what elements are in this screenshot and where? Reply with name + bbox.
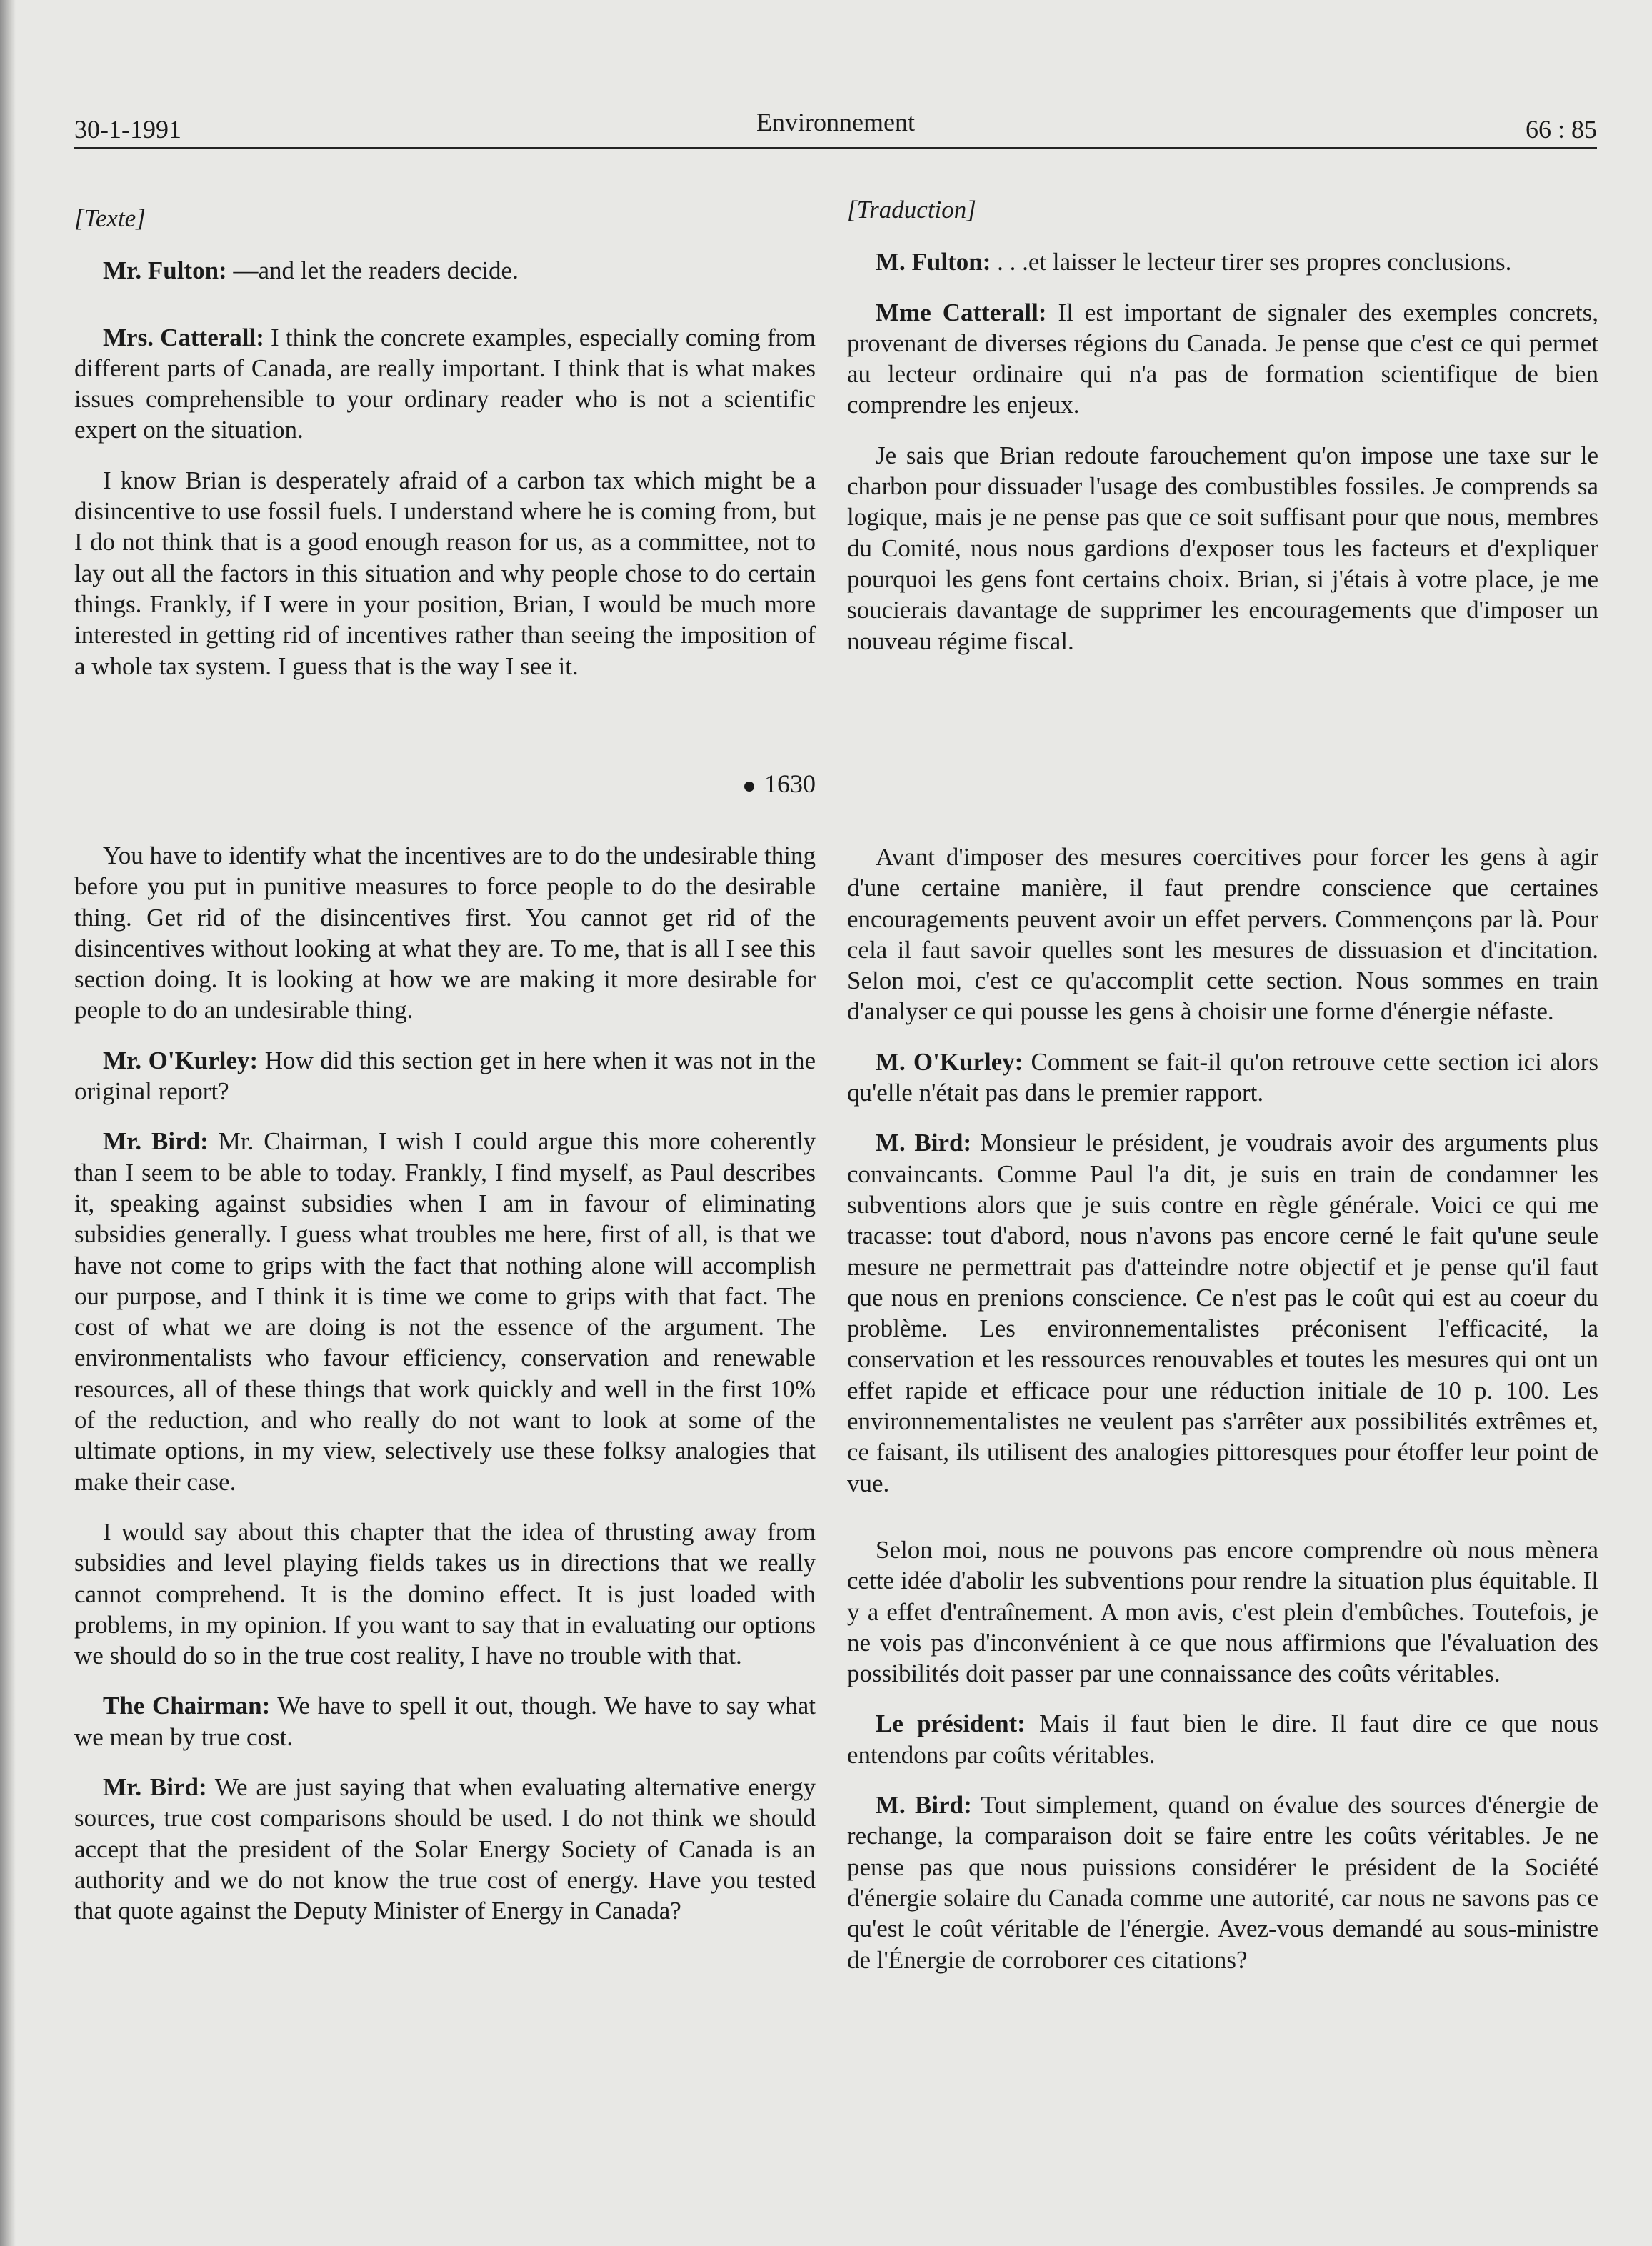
right-paragraph [847, 1790, 1598, 1975]
right-heading-text: Traduction [856, 196, 967, 224]
right-column-top [847, 194, 1598, 657]
paragraph-text: I know Brian is desperately afraid of a carbon tax which might be a disincentive to use fossil fuels. I understand where he is coming from, but I do not think that is a good enough reason for us, as a committee, not to lay out all the factors in this situation and why people chose to do certain things. Frankly, if I were in your position, Brian, I would be much more interested in getting rid of incentives rather than seeing the imposition of a whole tax system. I guess that is the way I see it. [74, 466, 816, 680]
bullet-dot [744, 782, 754, 792]
header-date: 30-1-1991 [74, 115, 181, 144]
header-rule [74, 147, 1597, 149]
paragraph-text: —and let the readers decide. [226, 256, 519, 285]
paragraph-text: Comment se fait-il qu'on retrouve cette section ici alors qu'elle n'était pas dans le premier rapport. [847, 1047, 1598, 1107]
left-column-bottom [74, 840, 816, 1927]
paragraph-text: We have to spell it out, though. We have to say what we mean by true cost. [74, 1692, 816, 1751]
right-paragraph [847, 1047, 1598, 1109]
speaker-name: The Chairman: [103, 1692, 271, 1720]
speaker-name: Mr. Fulton: [103, 256, 227, 285]
paragraph-text: Tout simplement, quand on évalue des sources d'énergie de rechange, la comparaison doit se faire entre les coûts véritables. Je ne pense pas que nous puissions considérer le président de la Société d'énergie solaire du Canada comme une autorité, car nous ne savons pas ce qu'est le coût véritable de l'énergie. Avez-vous demandé au sous-ministre de l'Énergie de corroborer ces citations? [847, 1791, 1598, 1974]
left-paragraph [74, 1045, 816, 1107]
speaker-name: Mr. Bird: [103, 1127, 209, 1156]
left-paragraph [74, 1517, 816, 1671]
left-paragraph [74, 840, 816, 1026]
right-paragraph [847, 1127, 1598, 1499]
left-heading-text: Texte [84, 204, 136, 232]
right-paragraph [847, 842, 1598, 1027]
left-paragraph [74, 1126, 816, 1497]
left-paragraph [74, 255, 816, 286]
speaker-name: Mme Catterall: [876, 298, 1047, 326]
page-header [74, 107, 1597, 150]
paragraph-text: Avant d'imposer des mesures coercitives pour forcer les gens à agir d'une certaine manière, il faut prendre conscience que certaines encouragements peuvent avoir un effet pervers. Commençons par là. Pour cela il faut savoir quelles sont les mesures de dissuasion et d'incitation. Selon moi, c'est ce qu'accomplit cette section. Nous sommes en train d'analyser ce qui pousse les gens à choisir une forme d'énergie néfaste. [847, 843, 1598, 1026]
paragraph-text: You have to identify what the incentives are to do the undesirable thing before you put in punitive measures to force people to do the desirable thing. Get rid of the disincentives first. You cannot get rid of the disincentives without looking at what they are. To me, that is all I see this section doing. It is looking at how we are making it more desirable for people to do an undesirable thing. [74, 842, 816, 1024]
paragraph-text: I would say about this chapter that the idea of thrusting away from subsidies and level playing fields takes us in directions that we really cannot comprehend. It is the domino effect. It is just loaded with problems, in my opinion. If you want to say that in evaluating our options we should do so in the true cost reality, I have no trouble with that. [74, 1517, 816, 1670]
left-paragraph [74, 1772, 816, 1926]
paragraph-text: Mr. Chairman, I wish I could argue this more coherently than I seem to be able to today. Frankly, I find myself, as Paul describes it, speaking against subsidies when I am in favour of eliminating subsidies generally. I guess what troubles me here, first of all, is that we have not come to grips with the fact that nothing alone will accomplish our purpose, and I think it is time we come to grips with that fact. The cost of what we are doing is not the essence of the argument. The environmentalists who favour efficiency, conservation and renewable resources, all of these things that work quickly and well in the first 10% of the reduction, and who really do not want to look at some of the ultimate options, in my view, selectively use these folksy analogies that make their case. [74, 1127, 816, 1496]
paragraph-text: Monsieur le président, je voudrais avoir des arguments plus convaincants. Comme Paul l'a dit, je suis en train de condamner les subventions alors que je suis contre en règle générale. Voici ce qui me tracasse: tout d'abord, nous n'avons pas encore cerné le fait qu'une seule mesure ne permettrait pas d'atteindre notre objectif et je pense qu'il faut que nous en prenions conscience. Ce n'est pas le coût qui est au coeur du problème. Les environnementalistes préconisent l'efficacité, la conservation et les ressources renouvables et toutes les mesures qui ont un effet rapide et efficace pour une réduction initiale de 10 p. 100. Les environnementalistes ne veulent pas s'arrêter aux possibilités extrêmes et, ce faisant, ils utilisent des analogies pittoresques pour étoffer leur point de vue. [847, 1129, 1598, 1497]
right-paragraph [847, 246, 1598, 277]
time-marker-text: 1630 [764, 769, 816, 798]
speaker-name: M. Bird: [876, 1791, 972, 1820]
right-paragraph [847, 440, 1598, 657]
right-paragraph [847, 297, 1598, 421]
left-paragraph [74, 465, 816, 682]
right-column-bottom [847, 842, 1598, 1975]
header-title: Environnement [756, 108, 915, 136]
left-paragraph [74, 322, 816, 446]
speaker-name: Mr. O'Kurley: [103, 1046, 259, 1074]
left-paragraph [74, 1690, 816, 1752]
paragraph-text: We are just saying that when evaluating alternative energy sources, true cost comparisons should be used. I do not think we should accept that the president of the Solar Energy Society of Canada is an authority and we do not know the true cost of energy. Have you tested that quote against the Deputy Minister of Energy in Canada? [74, 1773, 816, 1925]
speaker-name: Mr. Bird: [103, 1773, 207, 1802]
paragraph-text: . . .et laisser le lecteur tirer ses propres conclusions. [991, 248, 1512, 276]
paragraph-text: How did this section get in here when it was not in the original report? [74, 1046, 816, 1106]
right-paragraph [847, 1708, 1598, 1770]
paragraph-text: I think the concrete examples, especially coming from different parts of Canada, are really important. I think that is what makes issues comprehensible to your ordinary reader who is not a scientific expert on the situation. [74, 323, 816, 444]
right-section-heading: [Traduction] [847, 196, 976, 224]
header-page-number: 66 : 85 [1525, 115, 1597, 144]
left-section-heading: [Texte] [74, 204, 146, 232]
left-column-top [74, 203, 816, 682]
speaker-name: M. Fulton: [876, 248, 991, 276]
paragraph-text: Il est important de signaler des exemples concrets, provenant de diverses régions du Canada. Je pense que c'est ce qui permet au lecteur ordinaire qui n'a pas de formation scientifique de bien comprendre les enjeux. [847, 298, 1599, 419]
paragraph-text: Mais il faut bien le dire. Il faut dire ce que nous entendons par coûts véritables. [847, 1710, 1598, 1769]
time-marker [643, 769, 816, 799]
binding-edge [0, 0, 16, 2246]
speaker-name: M. O'Kurley: [876, 1047, 1023, 1076]
speaker-name: Le président: [876, 1710, 1026, 1738]
speaker-name: M. Bird: [876, 1129, 972, 1157]
paragraph-text: Je sais que Brian redoute farouchement qu'on impose une taxe sur le charbon pour dissuader l'usage des combustibles fossiles. Je comprends sa logique, mais je ne pense pas que ce soit suffisant pour que nous, membres du Comité, nous nous gardions d'exposer tous les facteurs et d'expliquer pourquoi les gens font certains choix. Brian, si j'étais à votre place, je me soucierais davantage de supprimer les encouragements que d'imposer un nouveau régime fiscal. [847, 441, 1598, 655]
speaker-name: Mrs. Catterall: [103, 323, 264, 351]
paragraph-text: Selon moi, nous ne pouvons pas encore comprendre où nous mènera cette idée d'abolir les subventions pour rendre la situation plus équitable. Il y a effet d'entraînement. A mon avis, c'est plein d'embûches. Toutefois, je ne vois pas d'inconvénient à ce que nous affirmions que l'évaluation des possibilités doit passer par une connaissance des coûts véritables. [847, 1535, 1598, 1688]
right-paragraph [847, 1534, 1598, 1689]
